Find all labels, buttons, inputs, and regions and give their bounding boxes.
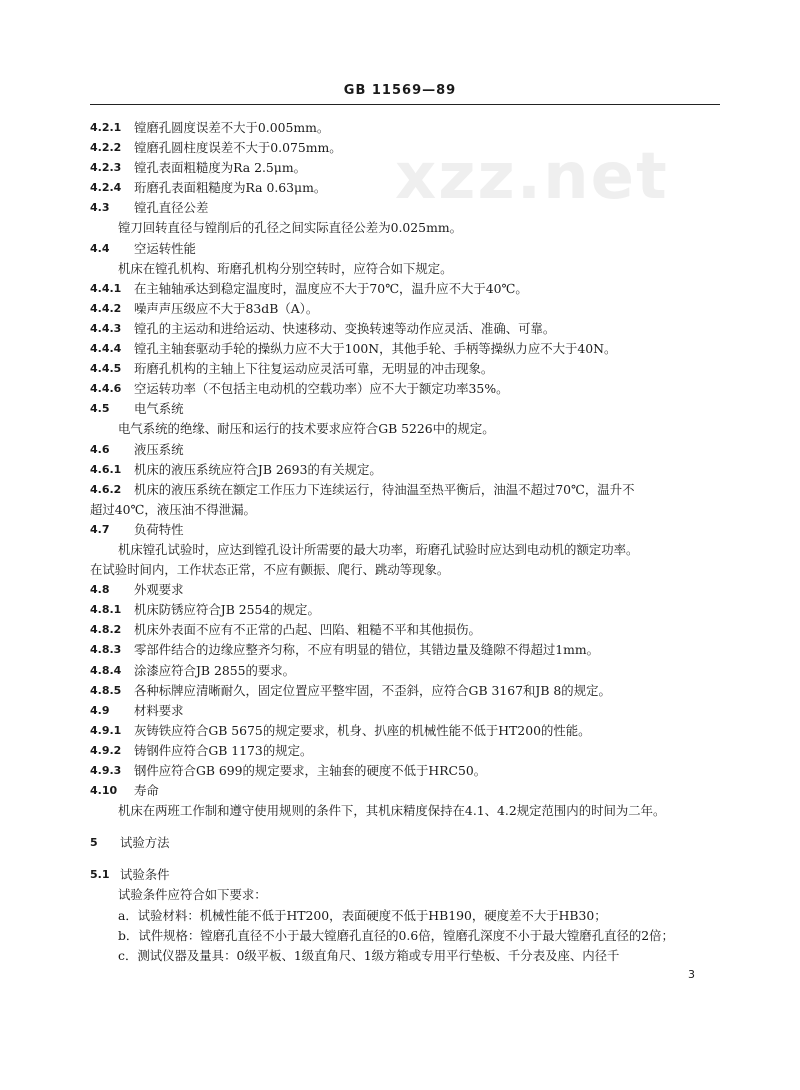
clause-row	[90, 761, 720, 781]
clause-row	[90, 339, 720, 359]
chapter-heading	[90, 833, 720, 853]
clause-row	[90, 460, 720, 480]
document-body	[90, 118, 720, 966]
section-title: 负荷特性	[134, 521, 184, 537]
clause-text: 镗孔的主运动和进给运动、快速移动、变换转速等动作应灵活、准确、可靠。	[134, 320, 556, 336]
clause-number: 4.8.4	[90, 663, 122, 677]
clause-row	[90, 620, 720, 640]
clause-text: 机床防锈应符合JB 2554的规定。	[134, 602, 320, 618]
section-number: 4.6	[90, 442, 110, 456]
clause-text: 噪声声压级应不大于83dB（A）。	[134, 300, 319, 316]
clause-number: 4.4.3	[90, 321, 122, 335]
section-title: 电气系统	[134, 401, 184, 417]
clause-number: 4.4.2	[90, 301, 122, 315]
section-number: 4.4	[90, 241, 110, 255]
clause-number: 4.8.5	[90, 683, 122, 697]
section-heading	[90, 580, 720, 600]
section-gap	[90, 853, 720, 865]
section-title: 外观要求	[134, 582, 184, 598]
clause-number: 4.6.2	[90, 482, 122, 496]
paragraph: 机床在两班工作制和遵守使用规则的条件下，其机床精度保持在4.1、4.2规定范围内的时间为二年。	[118, 803, 666, 819]
clause-number: 4.2.4	[90, 181, 122, 195]
clause-row	[90, 661, 720, 681]
clause-row	[90, 359, 720, 379]
list-item: c．测试仪器及量具：0级平板、1级直角尺、1级方箱或专用平行垫板、千分表及座、内径千	[118, 947, 620, 963]
list-item: b．试件规格：镗磨孔直径不小于最大镗磨孔直径的0.6倍，镗磨孔深度不小于最大镗磨孔直径的2倍；	[118, 927, 674, 943]
clause-row	[90, 279, 720, 299]
clause-text: 各种标牌应清晰耐久，固定位置应平整牢固，不歪斜，应符合GB 3167和JB 8的规定。	[134, 682, 611, 698]
clause-row	[90, 118, 720, 138]
section-number: 4.3	[90, 201, 110, 215]
clause-number: 4.8.1	[90, 603, 122, 617]
clause-text: 珩磨孔表面粗糙度为Ra 0.63μm。	[134, 180, 327, 196]
paragraph: 试验条件应符合如下要求：	[118, 887, 267, 903]
section-heading	[90, 865, 720, 885]
standard-code-header: GB 11569—89	[343, 83, 457, 98]
section-heading	[90, 440, 720, 460]
clause-text: 零部件结合的边缘应整齐匀称，不应有明显的错位，其错边量及缝隙不得超过1mm。	[134, 642, 600, 658]
clause-row	[90, 721, 720, 741]
section-gap	[90, 821, 720, 833]
clause-row	[90, 640, 720, 660]
clause-text: 镗孔表面粗糙度为Ra 2.5μm。	[134, 160, 306, 176]
clause-text: 镗磨孔圆柱度误差不大于0.075mm。	[134, 140, 342, 156]
clause-text: 镗磨孔圆度误差不大于0.005mm。	[134, 120, 330, 135]
clause-text: 空运转功率（不包括主电动机的空载功率）应不大于额定功率35%。	[134, 381, 509, 397]
section-title: 镗孔直径公差	[134, 200, 209, 216]
section-title: 液压系统	[134, 441, 184, 457]
clause-text: 机床的液压系统应符合JB 2693的有关规定。	[134, 461, 382, 477]
clause-text: 珩磨孔机构的主轴上下往复运动应灵活可靠，无明显的冲击现象。	[134, 361, 494, 377]
clause-row	[90, 379, 720, 399]
clause-number: 4.4.1	[90, 281, 122, 295]
section-title: 寿命	[134, 783, 159, 799]
clause-number: 4.8.2	[90, 623, 122, 637]
clause-text: 铸钢件应符合GB 1173的规定。	[134, 742, 313, 758]
clause-text: 钢件应符合GB 699的规定要求，主轴套的硬度不低于HRC50。	[134, 763, 487, 778]
list-item: a．试验材料：机械性能不低于HT200，表面硬度不低于HB190，硬度差不大于HB30；	[118, 907, 607, 923]
clause-text: 涂漆应符合JB 2855的要求。	[134, 662, 296, 678]
clause-text: 机床外表面不应有不正常的凸起、凹陷、粗糙不平和其他损伤。	[134, 622, 481, 638]
section-heading	[90, 239, 720, 259]
clause-row	[90, 178, 720, 198]
section-heading	[90, 198, 720, 218]
clause-text: 灰铸铁应符合GB 5675的规定要求，机身、扒座的机械性能不低于HT200的性能。	[134, 722, 591, 738]
section-number: 4.8	[90, 583, 110, 597]
page-number: 3	[688, 968, 695, 981]
clause-row	[90, 138, 720, 158]
paragraph: 机床在镗孔机构、珩磨孔机构分别空转时，应符合如下规定。	[118, 260, 453, 276]
clause-number: 4.9.1	[90, 723, 122, 737]
section-number: 5.1	[90, 868, 110, 882]
section-number: 4.10	[90, 784, 118, 798]
clause-row	[90, 681, 720, 701]
clause-text: 机床的液压系统在额定工作压力下连续运行，待油温至热平衡后，油温不超过70℃，温升不	[134, 481, 635, 497]
clause-row	[90, 319, 720, 339]
clause-row	[90, 299, 720, 319]
continuation-line: 超过40℃，液压油不得泄漏。	[90, 501, 256, 517]
clause-number: 4.4.4	[90, 342, 122, 356]
section-heading	[90, 399, 720, 419]
chapter-number: 5	[90, 836, 98, 850]
clause-number: 4.6.1	[90, 462, 122, 476]
paragraph: 电气系统的绝缘、耐压和运行的技术要求应符合GB 5226中的规定。	[118, 421, 495, 437]
section-heading	[90, 701, 720, 721]
watermark-text: xzz.net	[395, 140, 669, 214]
header-rule	[90, 104, 720, 105]
clause-number: 4.8.3	[90, 643, 122, 657]
clause-number: 4.4.6	[90, 382, 122, 396]
section-number: 4.9	[90, 703, 110, 717]
clause-number: 4.9.2	[90, 743, 122, 757]
section-title: 空运转性能	[134, 240, 196, 256]
clause-number: 4.9.3	[90, 764, 122, 777]
paragraph: 镗刀回转直径与镗削后的孔径之间实际直径公差为0.025mm。	[118, 220, 462, 236]
clause-row	[90, 480, 720, 500]
clause-number: 4.2.3	[90, 161, 122, 175]
clause-row	[90, 741, 720, 761]
clause-text: 镗孔主轴套驱动手轮的操纵力应不大于100N，其他手轮、手柄等操纵力应不大于40N。	[134, 341, 617, 357]
clause-row	[90, 158, 720, 178]
paragraph: 机床镗孔试验时，应达到镗孔设计所需要的最大功率，珩磨孔试验时应达到电动机的额定功率。	[118, 541, 639, 557]
continuation-line: 在试验时间内，工作状态正常，不应有颤振、爬行、跳动等现象。	[90, 562, 450, 578]
clause-number: 4.4.5	[90, 362, 122, 376]
section-title: 试验条件	[120, 867, 170, 883]
clause-number: 4.2.1	[90, 121, 122, 134]
section-heading	[90, 781, 720, 801]
chapter-title: 试验方法	[120, 835, 170, 851]
section-heading	[90, 520, 720, 540]
clause-text: 在主轴轴承达到稳定温度时，温度应不大于70℃，温升应不大于40℃。	[134, 280, 528, 296]
section-number: 4.7	[90, 522, 110, 536]
section-title: 材料要求	[134, 702, 184, 718]
section-number: 4.5	[90, 402, 110, 416]
clause-row	[90, 600, 720, 620]
clause-number: 4.2.2	[90, 141, 122, 155]
